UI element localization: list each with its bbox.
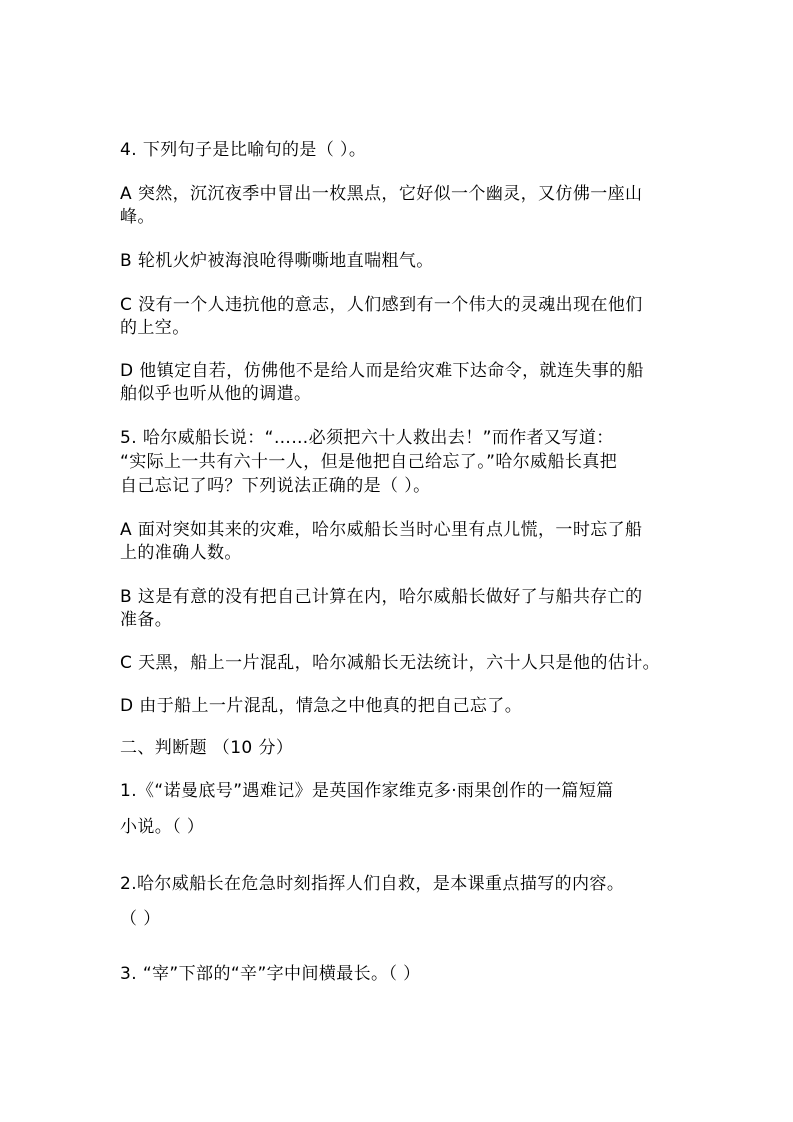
q4-option-c-line1: C 没有一个人违抗他的意志，人们感到有一个伟大的灵魂出现在他们 [120, 295, 643, 315]
question-4-stem: 4. 下列句子是比喻句的是（ ）。 [120, 140, 367, 160]
q5-option-b-line2: 准备。 [120, 610, 173, 630]
question-5-stem-line2: “实际上一共有六十一人，但是他把自己给忘了。”哈尔威船长真把 [120, 452, 618, 472]
judgment-3: 3. “宰”下部的“辛”字中间横最长。（ ） [120, 964, 421, 984]
q4-option-d-line2: 舶似乎也听从他的调遣。 [120, 384, 312, 404]
q4-option-c-line2: 的上空。 [120, 318, 190, 338]
question-5-stem-line1: 5. 哈尔威船长说：“……必须把六十人救出去！”而作者又写道： [120, 428, 614, 448]
q5-option-b-line1: B 这是有意的没有把自己计算在内，哈尔威船长做好了与船共存亡的 [120, 587, 643, 607]
judgment-1-line1: 1.《“诺曼底号”遇难记》是英国作家维克多·雨果创作的一篇短篇 [120, 781, 614, 801]
question-5-stem-line3: 自己忘记了吗？下列说法正确的是（ ）。 [120, 476, 431, 496]
q5-option-c: C 天黑，船上一片混乱，哈尔减船长无法统计，六十人只是他的估计。 [120, 653, 661, 673]
judgment-2-line1: 2.哈尔威船长在危急时刻指挥人们自救，是本课重点描写的内容。 [120, 874, 625, 894]
judgment-1-line2: 小说。（ ） [120, 817, 205, 837]
q4-option-d-line1: D 他镇定自若，仿佛他不是给人而是给灾难下达命令，就连失事的船 [120, 361, 644, 381]
judgment-2-line2: （ ） [120, 909, 161, 929]
q5-option-d: D 由于船上一片混乱，情急之中他真的把自己忘了。 [120, 696, 523, 716]
q4-option-b: B 轮机火炉被海浪呛得嘶嘶地直喘粗气。 [120, 251, 434, 271]
section-2-heading: 二、判断题 （10 分） [120, 738, 294, 758]
q4-option-a-line2: 峰。 [120, 207, 155, 227]
q5-option-a-line1: A 面对突如其来的灾难，哈尔威船长当时心里有点儿慌，一时忘了船 [120, 520, 643, 540]
q5-option-a-line2: 上的准确人数。 [120, 543, 242, 563]
q4-option-a-line1: A 突然，沉沉夜季中冒出一枚黑点，它好似一个幽灵，又仿佛一座山 [120, 184, 643, 204]
